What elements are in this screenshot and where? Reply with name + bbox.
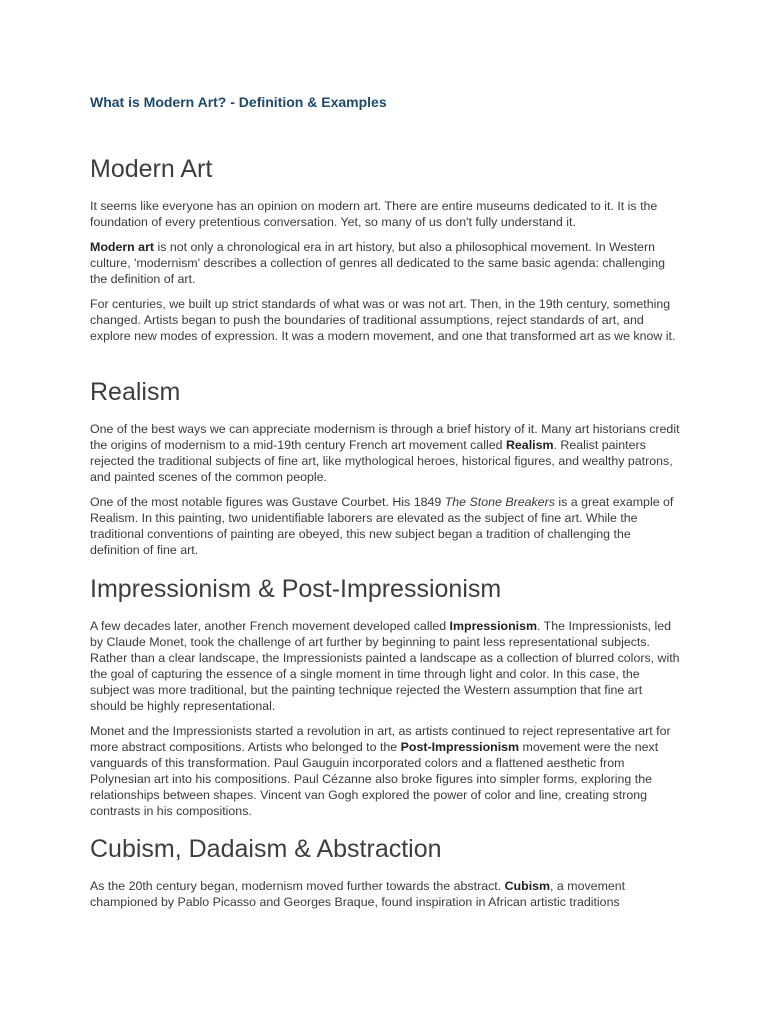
paragraph <box>90 878 680 910</box>
paragraph-text: One of the most notable figures was Gustave Courbet. His 1849 <box>90 495 445 509</box>
bold-term: Impressionism <box>449 619 538 633</box>
paragraph <box>90 239 680 287</box>
section-heading: Realism <box>90 378 181 406</box>
section-modern-art <box>90 154 680 353</box>
artwork-title: The Stone Breakers <box>444 495 555 509</box>
paragraph-text: A few decades later, another French movement developed called <box>90 619 450 633</box>
bold-term: Realism <box>505 438 554 452</box>
section-heading: Modern Art <box>90 155 213 183</box>
paragraph <box>90 296 680 344</box>
paragraph-text: movement were the next vanguards of this transformation. Paul Gauguin incorporated colors and a flattened aesthetic from Polynesian art into his compositions. Paul Cézanne also broke figures into simpler forms, exploring the relationships between shapes. Vincent van Gogh explored the power of color and line, creating strong contrasts in his compositions. <box>90 740 659 818</box>
paragraph-text: It seems like everyone has an opinion on modern art. There are entire museums dedicated to it. It is the foundation of every pretentious conversation. Yet, so many of us don't fully understand it. <box>90 199 658 229</box>
bold-term: Modern art <box>90 240 155 254</box>
paragraph-text: As the 20th century began, modernism moved further towards the abstract. <box>90 879 505 893</box>
section-cubism <box>90 834 680 919</box>
section-heading: Cubism, Dadaism & Abstraction <box>90 835 442 863</box>
paragraph <box>90 618 680 714</box>
bold-term: Post-Impressionism <box>400 740 520 754</box>
paragraph-text: is a great example of Realism. In this painting, two unidentifiable laborers are elevated as the subject of fine art. While the traditional conventions of painting are obeyed, this new subject began a tradition of challenging the definition of fine art. <box>90 495 674 557</box>
paragraph-text: For centuries, we built up strict standards of what was or was not art. Then, in the 19th century, something changed. Artists began to push the boundaries of traditional assumptions, reject standards of art, and explore new modes of expression. It was a modern movement, and one that transformed art as we know it. <box>90 297 676 343</box>
paragraph-text: . The Impressionists, led by Claude Monet, took the challenge of art further by beginning to paint less representational subjects. Rather than a clear landscape, the Impressionists painted a landscape as a collection of blurred colors, with the goal of capturing the essence of a single moment in time through light and color. In this case, the subject was more traditional, but the painting technique rejected the Western assumption that fine art should be highly representational. <box>90 619 680 713</box>
paragraph-text: . Realist painters rejected the traditional subjects of fine art, like mythological heroes, historical figures, and wealthy patrons, and painted scenes of the common people. <box>90 438 673 484</box>
section-heading: Impressionism & Post-Impressionism <box>90 575 502 603</box>
paragraph <box>90 198 680 230</box>
paragraph <box>90 723 680 819</box>
paragraph <box>90 421 680 485</box>
paragraph-text: is not only a chronological era in art history, but also a philosophical movement. In Western culture, 'modernism' describes a collection of genres all dedicated to the same basic agenda: challenging the definition of art. <box>90 240 666 286</box>
paragraph-text: Monet and the Impressionists started a revolution in art, as artists continued to reject representative art for more abstract compositions. Artists who belonged to the <box>90 724 671 754</box>
document-title: What is Modern Art? - Definition & Examples <box>90 94 387 110</box>
paragraph <box>90 494 680 558</box>
paragraph-text: , a movement championed by Pablo Picasso and Georges Braque, found inspiration in African artistic traditions <box>90 879 626 909</box>
bold-term: Cubism <box>504 879 551 893</box>
paragraph-text: One of the best ways we can appreciate modernism is through a brief history of it. Many art historians credit the origins of modernism to a mid-19th century French art movement called <box>90 422 680 452</box>
section-impressionism <box>90 574 680 828</box>
section-realism <box>90 377 680 567</box>
